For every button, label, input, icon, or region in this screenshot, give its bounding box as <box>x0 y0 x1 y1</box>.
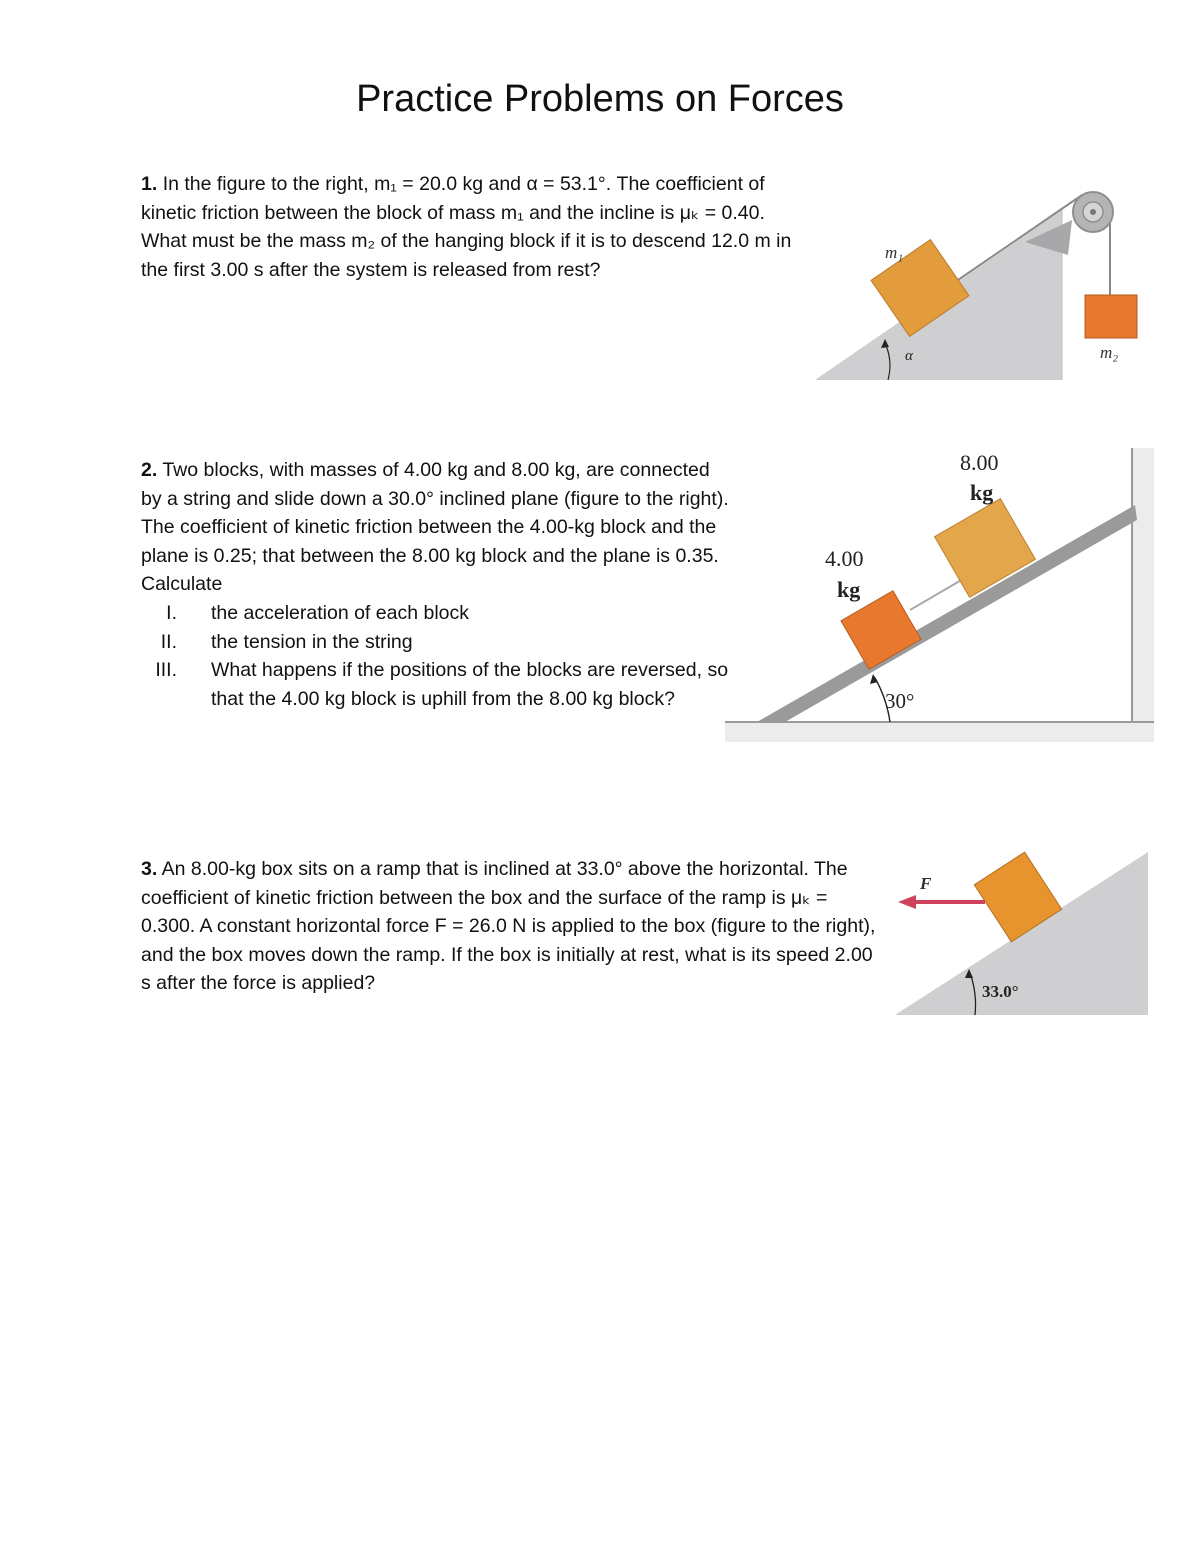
problem-2 <box>141 456 731 713</box>
label-m2: m₂ <box>1100 343 1119 362</box>
page-title: Practice Problems on Forces <box>356 78 844 120</box>
problem-text: Two blocks, with masses of 4.00 kg and 8.00 kg, are connected by a string and slide down a 30.0° inclined plane (figure to the right). The coefficient of kinetic friction between the 4.00-kg block and the plane is 0.25; that between the 8.00 kg block and the plane is 0.35. Calculate <box>141 459 729 596</box>
label-4kg-value: 4.00 <box>825 546 864 571</box>
label-angle: 30° <box>885 689 915 713</box>
list-item: I. the acceleration of each block <box>166 601 469 624</box>
block-m2 <box>1085 295 1137 338</box>
floor <box>725 722 1154 742</box>
label-8kg-value: 8.00 <box>960 450 999 475</box>
label-4kg-unit: kg <box>837 577 861 602</box>
list-item: II. the tension in the string <box>160 630 413 653</box>
figure-two-blocks-incline <box>725 440 1160 750</box>
force-arrow-head <box>898 895 916 909</box>
problem-number: 1. <box>141 173 158 195</box>
label-m1: m₁ <box>885 243 904 262</box>
figure-incline-pulley <box>810 160 1155 390</box>
list-item: III. What happens if the positions of the blocks are reversed, so that the 4.00 kg block is uphill from the 8.00 kg block? <box>155 659 729 710</box>
problem-text: An 8.00-kg box sits on a ramp that is inclined at 33.0° above the horizontal. The coefficient of kinetic friction between the box and the surface of the ramp is μₖ = 0.300. A constant horizontal force F = 26.0 N is applied to the box (figure to the right), and the box moves down the ramp. If the box is initially at rest, what is its speed 2.00 s after the force is applied? <box>141 858 876 995</box>
figure-ramp-force <box>890 845 1155 1025</box>
label-force: F <box>920 874 932 893</box>
problem-text: In the figure to the right, m₁ = 20.0 kg and α = 53.1°. The coefficient of kinetic friction between the block of mass m₁ and the incline is μₖ = 0.40. What must be the mass m₂ of the hanging block if it is to descend 12.0 m in the first 3.00 s after the system is released from rest? <box>141 173 792 281</box>
label-alpha: α <box>905 348 913 364</box>
problem-3 <box>141 855 881 998</box>
label-8kg-unit: kg <box>970 480 994 505</box>
problem-number: 2. <box>141 459 158 481</box>
problem-1 <box>141 170 801 284</box>
label-angle: 33.0° <box>982 982 1019 1001</box>
wall <box>1132 448 1154 738</box>
problem-number: 3. <box>141 858 158 880</box>
block-4kg <box>841 591 921 669</box>
